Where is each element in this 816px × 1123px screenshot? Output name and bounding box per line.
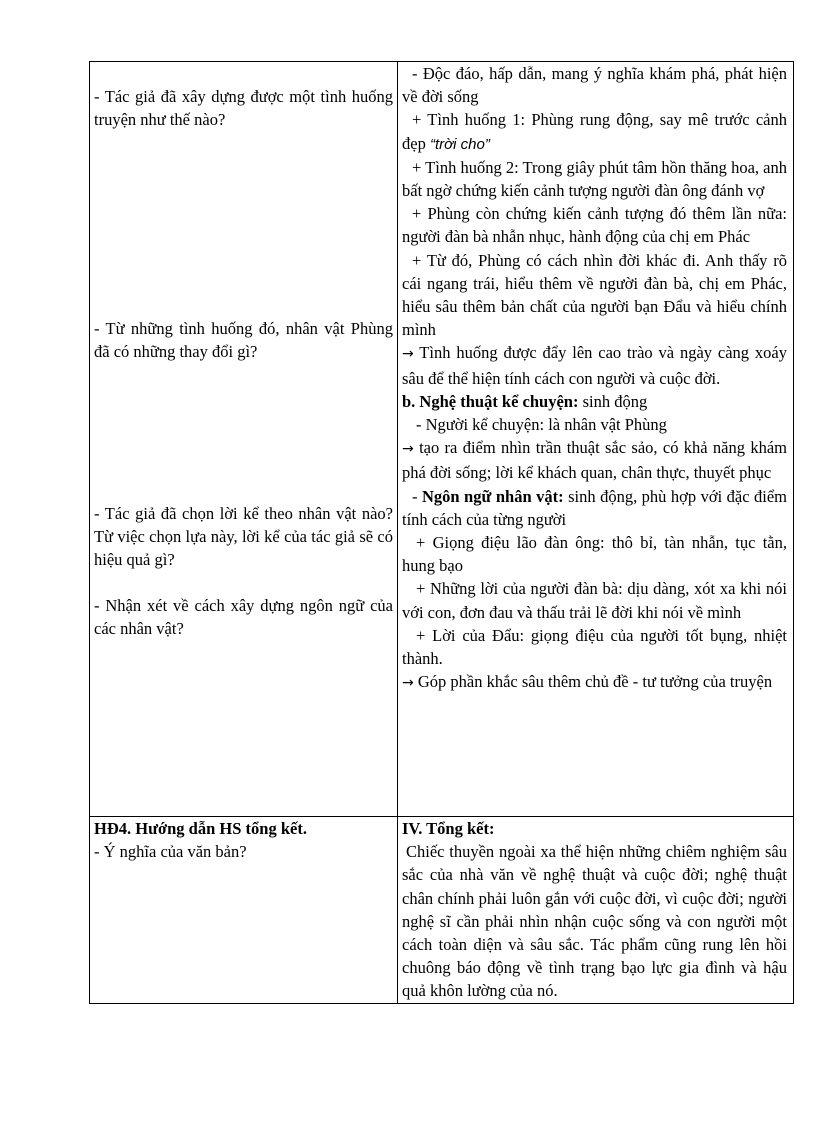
question-meaning: - Ý nghĩa của văn bản?: [94, 842, 247, 862]
lesson-table: [89, 61, 794, 1004]
content-cell: [398, 62, 794, 817]
quote-text: “trời cho”: [429, 135, 490, 153]
arrow-icon: →: [402, 346, 414, 363]
content-para: - Ngôn ngữ nhân vật: sinh động, phù hợp với đặc điểm tính cách của từng người: [402, 486, 787, 529]
activity-cell: [90, 817, 398, 1004]
content-para: + Tình huống 1: Phùng rung động, say mê trước cảnh đẹp “trời cho”: [402, 110, 787, 153]
content-para: + Giọng điệu lão đàn ông: thô bỉ, tàn nhẫn, tục tằn, hung bạo: [402, 533, 787, 576]
content-para: → Góp phần khắc sâu thêm chủ đề - tư tưởng của truyện: [402, 672, 773, 692]
section-heading: IV. Tổng kết:: [402, 819, 495, 838]
content-para: - Độc đáo, hấp dẫn, mang ý nghĩa khám phá, phát hiện về đời sống: [402, 64, 787, 107]
table-row: [90, 817, 794, 1004]
content-para: + Những lời của người đàn bà: dịu dàng, xót xa khi nói với con, đơn đau và thấu trải lẽ đời khi nói về mình: [402, 579, 787, 622]
arrow-icon: →: [402, 441, 414, 458]
content-para: + Từ đó, Phùng có cách nhìn đời khác đi. Anh thấy rõ cái ngang trái, hiểu thêm về người đàn bà, chị em Phác, hiểu sâu thêm bản chất của người bạn Đẩu và hiểu chính mình: [402, 250, 787, 340]
activity-heading: HĐ4. Hướng dẫn HS tổng kết.: [94, 819, 307, 838]
subheading: Ngôn ngữ nhân vật:: [421, 486, 564, 506]
content-para: → tạo ra điểm nhìn trần thuật sắc sảo, có khả năng khám phá đời sống; lời kể khách quan, chân thực, thuyết phục: [402, 438, 787, 483]
question-character-language: - Nhận xét về cách xây dựng ngôn ngữ của các nhân vật?: [94, 596, 393, 639]
content-para: → Tình huống được đẩy lên cao trào và ngày càng xoáy sâu để thể hiện tính cách con người và cuộc đời.: [402, 343, 787, 388]
table-row: [90, 62, 794, 817]
content-para: + Lời của Đẩu: giọng điệu của người tốt bụng, nhiệt thành.: [402, 625, 787, 669]
activity-cell: [90, 62, 398, 817]
content-cell: [398, 817, 794, 1004]
content-para: + Phùng còn chứng kiến cảnh tượng đó thêm lần nữa: người đàn bà nhẫn nhục, hành động của chị em Phác: [402, 204, 787, 247]
content-para: + Tình huống 2: Trong giây phút tâm hồn thăng hoa, anh bất ngờ chứng kiến cảnh tượng người đàn ông đánh vợ: [402, 157, 787, 201]
content-para: b. Nghệ thuật kể chuyện: sinh động: [402, 391, 648, 411]
section-heading: b. Nghệ thuật kể chuyện:: [402, 391, 579, 411]
question-situation: - Tác giả đã xây dựng được một tình huống truyện như thế nào?: [94, 87, 393, 130]
question-phung-changes: - Từ những tình huống đó, nhân vật Phùng đã có những thay đổi gì?: [94, 319, 393, 362]
content-para: - Người kể chuyện: là nhân vật Phùng: [416, 415, 667, 435]
summary-text: Chiếc thuyền ngoài xa thể hiện những chiêm nghiệm sâu sắc của nhà văn về nghệ thuật và cuộc đời; nghệ thuật chân chính phải luôn gắn với cuộc đời, vì cuộc đời; người nghệ sĩ cần phải nhìn nhận cuộc sống và con người một cách toàn diện và sâu sắc. Tác phẩm cũng rung lên hồi chuông báo động về tình trạng bạo lực gia đình và hậu quả khôn lường của nó.: [402, 842, 787, 1001]
question-narrator: - Tác giả đã chọn lời kể theo nhân vật nào? Từ việc chọn lựa này, lời kể của tác giả sẽ có hiệu quả gì?: [94, 504, 393, 570]
arrow-icon: →: [402, 675, 414, 692]
